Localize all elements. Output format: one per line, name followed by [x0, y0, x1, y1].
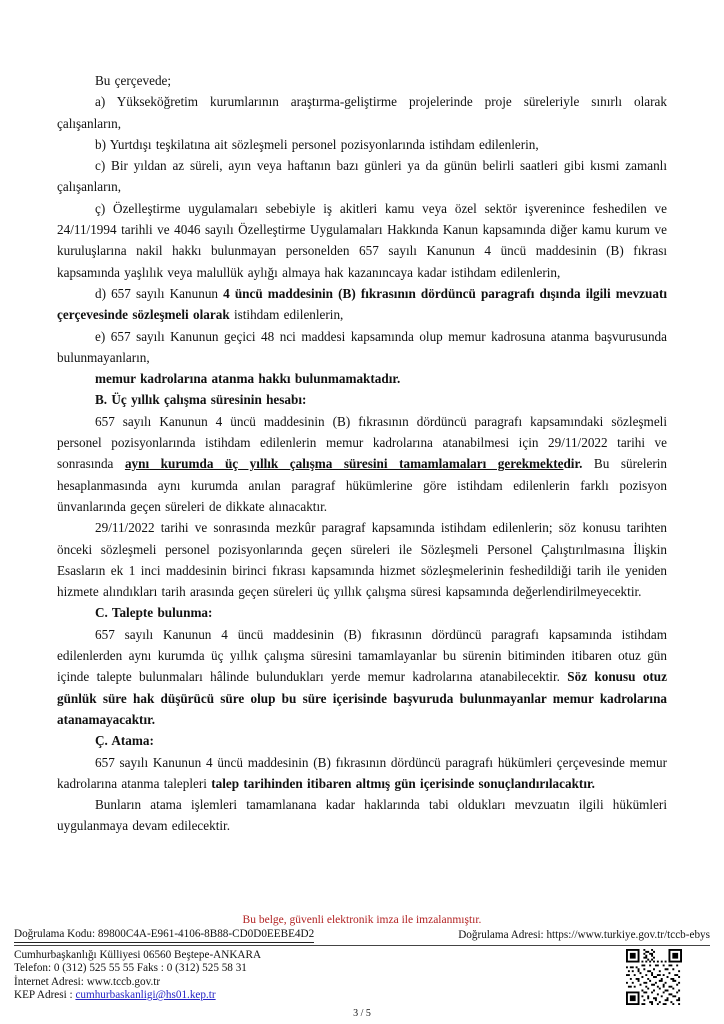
paragraph	[57, 752, 667, 795]
paragraph	[57, 70, 667, 91]
text-segment: e) 657 sayılı Kanunun geçici 48 nci maddesi kapsamında olup memur kadrosuna atanma başvurusunda bulunmayanların,	[57, 328, 667, 365]
text-segment: d) 657 sayılı Kanunun	[95, 285, 224, 301]
paragraph	[57, 411, 667, 517]
text-segment: 657 sayılı Kanunun 4 üncü maddesinin (B) fıkrasının dördüncü paragrafı hükümleri çerçevesinde memur kadrolarına atanma talepleri	[57, 754, 667, 791]
kep-label: KEP Adresi :	[14, 989, 76, 1001]
text-segment: istihdam edilenlerin,	[229, 307, 344, 323]
text-segment: memur kadrolarına atanma hakkı bulunmamaktadır.	[95, 371, 401, 387]
phone-line: Telefon: 0 (312) 525 55 55 Faks : 0 (312) 525 58 31	[14, 962, 247, 974]
footer	[0, 914, 724, 1024]
text-segment: c) Bir yıldan az süreli, ayın veya haftanın bazı günleri ya da günün belirli saatleri gibi kısmi zamanlı çalışanların,	[57, 158, 667, 195]
verification-code: Doğrulama Kodu: 89800C4A-E961-4106-8B88-CD0D0EEBE4D2	[14, 928, 314, 943]
verification-address: Doğrulama Adresi: https://www.turkiye.gov.tr/tccb-ebys	[458, 929, 710, 941]
text-segment: Bu sürelerin hesaplanmasında aynı kurumda anılan paragraf hükümlerine göre istihdam edilenlerin farklı pozisyon ünvanlarında geçen süreleri de dikkate alınacaktır.	[57, 456, 667, 514]
text-segment: a) Yükseköğretim kurumlarının araştırma-geliştirme projelerinde proje süreleriyle sınırlı olarak çalışanların,	[57, 94, 667, 131]
paragraph	[57, 91, 667, 134]
paragraph	[57, 283, 667, 326]
qr-code-icon	[626, 949, 682, 1005]
text-segment: 657 sayılı Kanunun 4 üncü maddesinin (B) fıkrasının dördüncü paragrafı kapsamında istihdam edilenlerden aynı kurumda üç yıllık çalışma süresini tamamlayanlar bu sürenin bitiminden itibaren otuz gün içinde talepte bulunmaları hâlinde bulundukları yerde memur kadrolarına atanabilecektir.	[57, 626, 667, 685]
text-segment: Ç. Atama:	[95, 733, 154, 749]
text-segment: dir.	[563, 456, 583, 472]
paragraph	[57, 730, 667, 751]
text-segment: ç) Özelleştirme uygulamaları sebebiyle iş akitleri kamu veya özel sektör işverenince feshedilen ve 24/11/1994 tarihli ve 4046 sayılı Özelleştirme Uygulamaları Hakkında Kanun kapsamında diğer kamu kurum ve kuruluşlarına nakil hakkı bulunmayan personelden 657 sayılı Kanunun 4 üncü maddesinin (B) fıkrası kapsamında yaşlılık veya malullük aylığı almaya hak kazanıncaya kadar istihdam edilenlerin,	[57, 200, 667, 280]
paragraph	[57, 368, 667, 389]
text-segment: b) Yurtdışı teşkilatına ait sözleşmeli personel pozisyonlarında istihdam edilenlerin,	[95, 136, 539, 152]
paragraph	[57, 389, 667, 410]
paragraph	[57, 198, 667, 283]
text-segment: 29/11/2022 tarihi ve sonrasında mezkûr paragraf kapsamında istihdam edilenlerin; söz konusu tarihten önceki sözleşmeli personel pozisyonlarında geçen süreleri ile Sözleşmeli Personel Çalıştırılmasına İlişkin Esasların ek 1 inci maddesinin birinci fıkrası kapsamında hizmet sözleşmelerinin feshedildiği tarih ile yeniden hizmete alındıkları tarih arasında geçen süreleri üç yıllık çalışma süresi kapsamında değerlendirilmeyecektir.	[57, 520, 667, 600]
text-segment: Bunların atama işlemleri tamamlanana kadar haklarında tabi oldukları mevzuatın ilgili hükümleri uygulanmaya devam edilecektir.	[57, 797, 667, 834]
internet-line: İnternet Adresi: www.tccb.gov.tr	[14, 975, 161, 988]
text-segment: Söz konusu otuz günlük süre hak düşürücü süre olup bu süre içerisinde başvuruda bulunmayanlar memur kadrolarına atanamayacaktır.	[57, 669, 667, 727]
paragraph	[57, 155, 667, 198]
text-segment: C. Talepte bulunma:	[95, 605, 213, 621]
signed-notice: Bu belge, güvenli elektronik imza ile imzalanmıştır.	[242, 913, 482, 926]
kep-line	[14, 989, 261, 1003]
verification-row	[14, 928, 710, 946]
address-line: Cumhurbaşkanlığı Külliyesi 06560 Beştepe-ANKARA	[14, 948, 262, 961]
text-segment: aynı kurumda üç yıllık çalışma süresini tamamlamaları gerekmekte	[124, 456, 564, 472]
page-number: 3 / 5	[353, 1007, 371, 1019]
paragraph	[57, 134, 667, 155]
footer-lower	[14, 946, 710, 1005]
text-segment: 657 sayılı Kanunun 4 üncü maddesinin (B) fıkrasının dördüncü paragrafı kapsamındaki sözleşmeli personel pozisyonlarında istihdam edilenlerin memur kadrolarına atanabilmesi için 29/11/2022 tarihi ve sonrasında	[57, 413, 667, 472]
paragraph	[57, 794, 667, 837]
text-segment: 4 üncü maddesinin (B) fıkrasının dördüncü paragrafı dışında ilgili mevzuatı çerçevesinde sözleşmeli olarak	[57, 285, 668, 323]
text-segment: Bu çerçevede;	[95, 73, 172, 88]
paragraph	[57, 624, 667, 730]
kep-link[interactable]: cumhurbaskanligi@hs01.kep.tr	[75, 989, 216, 1001]
text-segment: B. Üç yıllık çalışma süresinin hesabı:	[95, 392, 307, 408]
paragraph	[57, 326, 667, 369]
text-segment: talep tarihinden itibaren altmış gün içerisinde sonuçlandırılacaktır.	[211, 775, 595, 791]
contact-block	[14, 949, 261, 1003]
paragraph	[57, 602, 667, 623]
paragraph	[57, 517, 667, 602]
